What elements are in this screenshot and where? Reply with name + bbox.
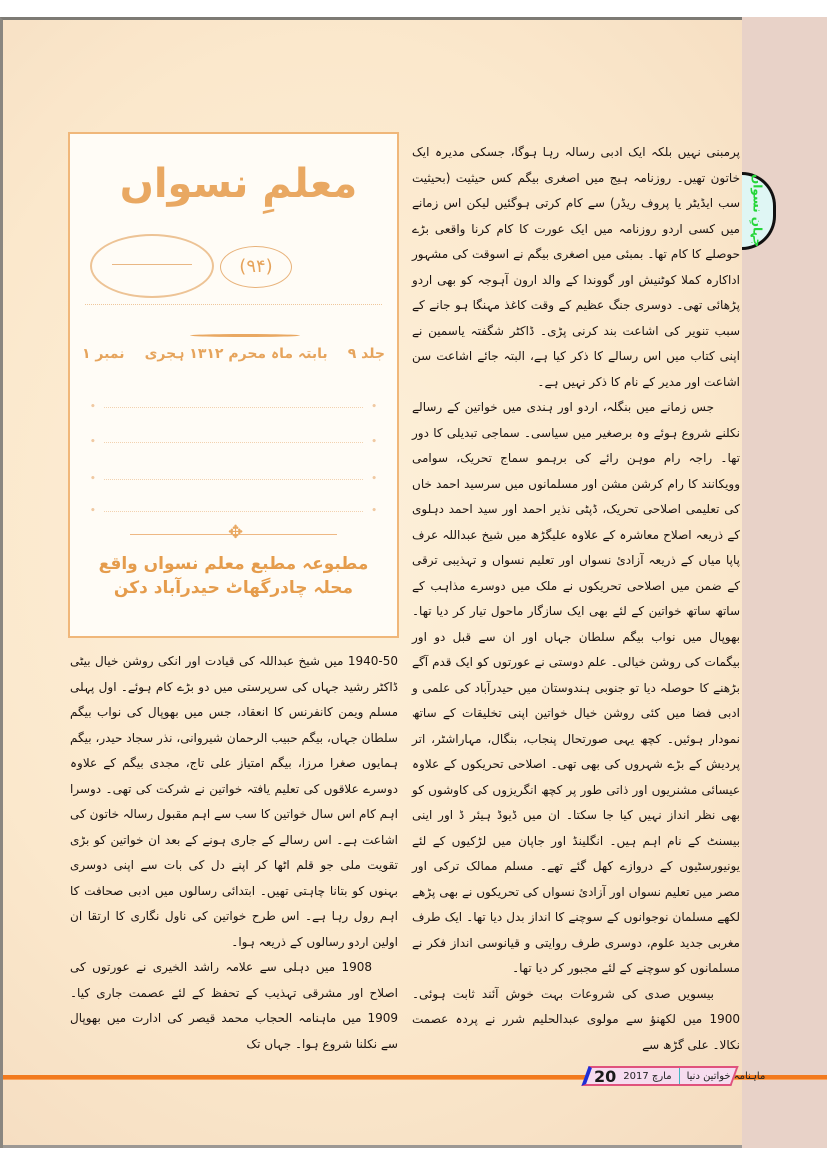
cover-toc-line: • •	[90, 506, 377, 516]
text-line: انعقاد، جس میں بھوپال کی نواب بیگم سلطان جہاں، بیگم حبیب الرحمان	[70, 705, 398, 745]
text-line: بیسویں صدی کی شروعات بہت خوش آئند ثابت ہوئی۔ 1900	[412, 986, 740, 1026]
paragraph	[70, 955, 398, 1057]
cover-ornament-icon: ✥	[228, 522, 244, 543]
text-line: کے ذریعہ اصلاح معاشرہ کے علاوہ علیگڑھ میں شیخ عبداللہ عرف پاپا میاں	[412, 527, 740, 567]
text-line: خواتین کی ناول نگاری کا ارتقا ان اولین اردو رسالوں کے ذریعہ ہوا۔	[70, 909, 398, 949]
text-line: قدم آگے بڑھنے کا حوصلہ دیا تو جنوبی ہندوستان میں حیدرآباد کی علمی و ادبی	[412, 655, 740, 720]
text-line: کے نام کا ذکر نہیں ہے۔	[537, 374, 655, 389]
cover-title: معلمِ نسواں	[119, 161, 358, 207]
text-line: رائے کی برہمو سماج تحریک، سوامی وویکانند کا رام کرشن مشن اور مسلمانوں	[412, 451, 740, 491]
paragraph	[70, 649, 398, 955]
text-line: الحجاب محمد قیصر کی ادارت میں بھوپال سے نکلنا شروع ہوا۔ جہاں تک	[70, 1011, 398, 1051]
paragraph	[412, 140, 740, 395]
right-text-column	[412, 140, 740, 1058]
text-line: پرمبنی نہیں بلکہ ایک ادبی رسالہ رہا ہوگا، جسکی مدیرہ ایک خاتون تھیں۔	[412, 145, 740, 185]
text-line: ایک عورت کا کام کرنا واقعی بڑے حوصلے کا کام تھا۔ بمبئی میں اصغری بیگم	[412, 221, 741, 261]
text-line: شروع ہوئے وہ برصغیر میں سیاسی۔ سماجی تبدیلی کا دور تھا۔ راجہ رام موہن	[412, 425, 740, 465]
text-line: انگریزوں کی کاوشوں کو بھی نظر انداز نہیں کیا جا سکتا۔ ان میں ڈیوڈ ہیئر ڈ اور	[412, 782, 740, 822]
text-line: اشاعت ہے۔ اس رسالے کے جاری ہونے کے بعد ان خواتین کو بڑی	[70, 832, 398, 847]
cover-toc-line: • •	[90, 437, 377, 447]
text-line: یہی صورتحال پنجاب، بنگال، مہاراشٹر، اتر پردیش کے بڑے شہروں کی بھی	[412, 731, 740, 771]
text-line: ریڈر) سے کام کرتی ہوگئیں لیکن اس زمانے میں کسی اردو روزنامہ میں	[412, 196, 740, 236]
cover-press-line: مطبوعہ مطبع معلم نسواں واقع محلہ چادرگھاٹ حیدرآباد دکن	[98, 554, 369, 598]
cover-divider	[85, 304, 382, 305]
text-line: فضا میں کئی روشن خیال خواتین اپنی تخلیقات کے ساتھ نمودار ہوئیں۔ کچھ	[412, 706, 740, 746]
text-line: مجبور کر دیا تھا۔	[512, 961, 598, 975]
text-line: روزنامہ ہیج میں اصغری بیگم کس حیثیت (بحیثیت سب ایڈیٹر یا پروف	[412, 170, 740, 210]
text-line: دوسری طرف روایتی و قیانوسی انداز فکر نے مسلمانوں کو سوچنے کے لئے	[412, 935, 740, 975]
text-line: بھی اردو پڑھائی تھی۔ دوسری جنگ عظیم کے وقت کاغذ مہنگا ہو جانے کے	[412, 272, 740, 312]
cover-toc-line: • •	[90, 402, 377, 412]
magazine-name: ماہنامہ خواتین دنیا	[686, 1070, 766, 1082]
text-line: نوجوانوں کے سوچنے کا انداز بدل دیا تھا۔ ایک طرف مغربی جدید علوم،	[412, 910, 740, 950]
text-line: اور ان سے قبل دو اور بیگمات کی روشن خیالی۔ علم دوستی نے عورتوں کو ایک	[412, 629, 740, 669]
text-line: بھی ایک سازگار ماحول تیار کر دیا تھا۔ بھوپال میں نواب بیگم سلطان جہاں	[412, 604, 740, 644]
text-line: اینی بیسنٹ کے نام اہم ہیں۔ انگلینڈ اور جاپان میں لڑکیوں کے لئے	[412, 808, 740, 848]
text-line: سبب تنویر کی اشاعت بند کرنی پڑی۔ ڈاکٹر شگفتہ یاسمین نے اپنی کتاب	[412, 323, 740, 363]
text-line: 1940-50 میں شیخ عبداللہ کی قیادت اور انکی روشن خیال بیٹی ڈاکٹر رشید	[70, 654, 399, 694]
paragraph	[412, 395, 740, 982]
badge-separator	[679, 1068, 680, 1084]
text-line: تعلیم نسواں اور آزادیٔ نسواں کی تحریکوں نے بھی پڑھے لکھے مسلمان	[412, 884, 740, 924]
cover-toc-line: • •	[90, 474, 377, 484]
cover-swash	[190, 334, 300, 337]
text-line: 1908 میں دہلی سے علامہ راشد الخیری نے عورتوں کی اصلاح اور	[70, 960, 398, 1000]
text-line: میں سرسید احمد خاں کی تعلیمی اصلاحی تحریک، ڈپٹی نذیر احمد اور سید احمد دہلوی	[412, 476, 740, 516]
footer-badge-content	[594, 1066, 765, 1086]
text-line: میں اس رسالے کا ذکر کیا ہے، البتہ جائے اشاعت سن اشاعت اور مدیر	[412, 349, 740, 389]
paragraph	[412, 982, 740, 1059]
text-line: اہم کام اس سال خواتین کا سب سے اہم مقبول رسالہ خاتون کی	[70, 807, 398, 821]
text-line: شیروانی، نذر سجاد حیدر، بیگم ہمایوں صغرا مرزا، بیگم امتیاز علی تاج، مجدی بیگم	[70, 730, 398, 770]
text-line: کے علاوہ دوسرے علاقوں کی تعلیم یافتہ خواتین نے شرکت کی تھی۔ دوسرا	[70, 756, 398, 796]
issue-date: مارچ 2017	[623, 1070, 672, 1082]
text-line: نے اسوقت کی مشہور اداکارہ کملا کوٹنیش اور گووندا کے والد ارون آہوجہ کو	[412, 247, 740, 287]
page-number: 20	[594, 1066, 617, 1086]
text-line: یونیورسٹیوں کے دروازے کھل گئے تھے۔ مسلم ممالک ترکی اور مصر میں	[412, 859, 740, 899]
cover-issue: (۹۴)	[220, 246, 292, 288]
text-line: کے ذریعہ آزادیٔ نسواں اور تعلیم نسواں و تہذیبی ترقی کے ضمن میں اصلاحی	[412, 553, 740, 593]
text-line: تقویت ملی جو قلم اٹھا کر اپنے دل کی بات سے اپنی دوسری بہنوں کو بتانا چاہتی	[70, 858, 398, 898]
left-text-column	[70, 649, 398, 1057]
cover-volume-row	[82, 346, 385, 362]
magazine-cover-image	[68, 132, 399, 638]
text-line: جہاں کی سرپرستی میں دو بڑے کام ہوئے۔ اول پہلی مسلم ویمن کانفرنس کا	[70, 679, 398, 719]
text-line: مشرقی تہذیب کے تحفظ کے لئے عصمت جاری کیا۔ 1909 میں ماہنامہ	[70, 985, 398, 1025]
text-line: تھیں۔ ابتدائی رسالوں میں ادبی صحافت کا اہم رول رہا ہے۔ اس طرح	[70, 883, 398, 923]
cover-volume: جلد ۹	[347, 346, 385, 362]
cover-number: نمبر ۱	[82, 346, 125, 362]
text-line: میں لکھنؤ سے مولوی عبدالحلیم شرر نے پردہ عصمت نکالا۔ علی گڑھ سے	[412, 1012, 740, 1052]
text-line: تھی۔ اصلاحی تحریکوں کے علاوہ عیسائی مشنریوں اور ذاتی طور پر کچھ	[412, 757, 740, 797]
cover-date: بابتہ ماہ محرم ۱۳۱۲ ہجری	[144, 346, 328, 362]
cover-seal-emblem	[90, 234, 214, 298]
text-line: تحریکوں نے ملک میں دوسرے مذاہب کے ساتھ ساتھ خواتین کے لئے	[412, 578, 740, 618]
section-tab-label: جہانِ نسواں	[750, 174, 765, 248]
text-line: جس زمانے میں بنگلہ، اردو اور ہندی میں خواتین کے رسالے نکلنے	[412, 400, 740, 440]
